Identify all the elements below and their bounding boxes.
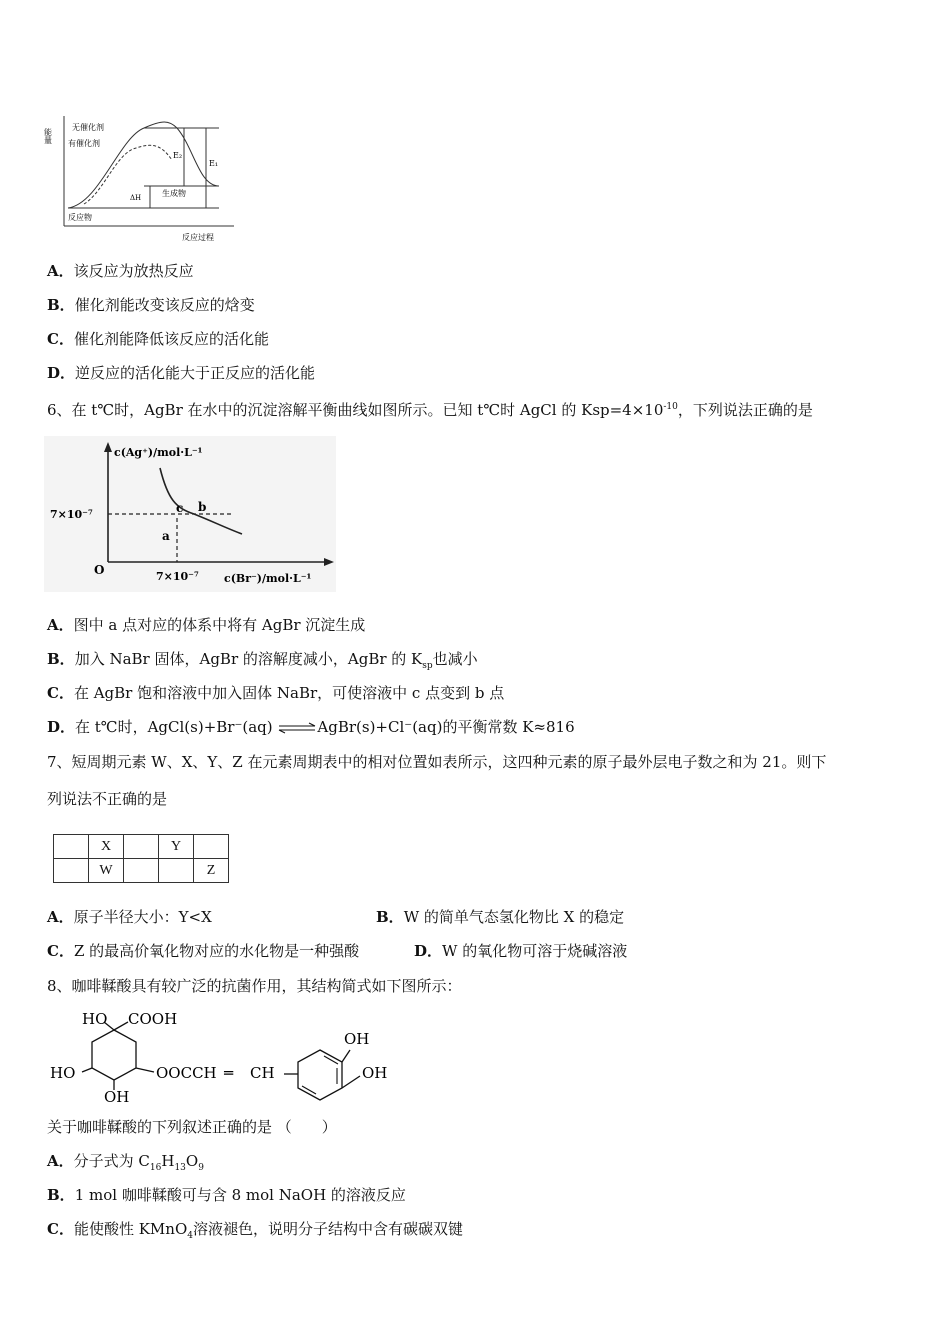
table-cell [124, 859, 159, 883]
q7-option-a: A．原子半径大小：Y<X [47, 908, 212, 926]
q8-option-b: B．1 mol 咖啡鞣酸可与含 8 mol NaOH 的溶液反应 [47, 1186, 406, 1204]
e1-label: E₁ [209, 159, 219, 168]
struct-cooh: COOH [128, 1010, 178, 1028]
catalyzed-curve [84, 145, 172, 204]
table-cell [54, 859, 89, 883]
struct-oh-bottom: OH [104, 1088, 130, 1106]
equilibrium-arrow-icon [277, 722, 317, 734]
table-cell [124, 835, 159, 859]
chart-ylabel: c(Ag⁺)/mol·L⁻¹ [114, 446, 203, 459]
table-row [54, 859, 229, 883]
energy-ylabel: 能量 [44, 128, 53, 144]
q6-option-c: C．在 AgBr 饱和溶液中加入固体 NaBr，可使溶液中 c 点变到 b 点 [47, 684, 505, 702]
energy-xlabel: 反应过程 [182, 233, 214, 242]
struct-ho-top: HO [82, 1010, 108, 1028]
chart-origin: O [94, 563, 105, 577]
point-a-label: a [162, 529, 170, 543]
table-cell: Z [194, 859, 229, 883]
chart-xtick: 7×10⁻⁷ [156, 570, 199, 583]
struct-double-bond: ═ [224, 1064, 234, 1082]
caffeotannic-acid-structure [44, 1006, 404, 1106]
periodic-table-excerpt [53, 834, 229, 883]
point-c-label: c [176, 501, 184, 515]
q5-option-b: B．催化剂能改变该反应的焓变 [47, 296, 255, 314]
q7-stem-line1: 7、短周期元素 W、X、Y、Z 在元素周期表中的相对位置如表所示，这四种元素的原子最外层电子数之和为 21。则下 [47, 753, 827, 771]
q8-option-c: C．能使酸性 KMnO$_4$溶液褪色，说明分子结构中含有碳碳双键 [47, 1220, 463, 1241]
q6-stem: 6、在 t℃时，AgBr 在水中的沉淀溶解平衡曲线如图所示。已知 t℃时 AgCl 的 $Ksp=4\times 10^{-10}$，下列说法正确的是 [47, 401, 813, 419]
agbr-solubility-chart [44, 436, 336, 592]
struct-ch: CH [250, 1064, 275, 1082]
struct-ooc-chain: OOCCH [156, 1064, 217, 1082]
q5-option-d: D．逆反应的活化能大于正反应的活化能 [47, 364, 316, 382]
q7-stem-line2: 列说法不正确的是 [47, 790, 168, 808]
chart-ytick: 7×10⁻⁷ [50, 508, 93, 521]
table-cell: W [89, 859, 124, 883]
q8-option-a: A．分子式为 $C_{16}H_{13}O_9$ [47, 1152, 204, 1173]
table-cell: Y [159, 835, 194, 859]
with-catalyst-label: 有催化剂 [68, 139, 100, 148]
chart-xlabel: c(Br⁻)/mol·L⁻¹ [224, 572, 312, 585]
energy-diagram [44, 108, 240, 244]
uncatalyzed-curve [68, 122, 219, 208]
table-cell: X [89, 835, 124, 859]
struct-oh-top: OH [344, 1030, 370, 1048]
q7-option-b: B．W 的简单气态氢化物比 X 的稳定 [376, 908, 625, 926]
q5-option-c: C．催化剂能降低该反应的活化能 [47, 330, 269, 348]
q5-option-a: A．该反应为放热反应 [47, 262, 194, 280]
e2-label: E₂ [173, 151, 183, 160]
struct-oh-right: OH [362, 1064, 388, 1082]
table-cell [159, 859, 194, 883]
q7-option-d: D．W 的氧化物可溶于烧碱溶液 [414, 942, 628, 960]
product-label: 生成物 [162, 189, 186, 198]
q6-option-a: A．图中 a 点对应的体系中将有 AgBr 沉淀生成 [47, 616, 366, 634]
q6-option-b: B．加入 NaBr 固体，AgBr 的溶解度减小，AgBr 的 $K_{sp}$也减小 [47, 650, 478, 671]
dh-label: ΔH [130, 194, 142, 202]
table-row [54, 835, 229, 859]
struct-ho-left: HO [50, 1064, 76, 1082]
point-b-label: b [198, 500, 207, 514]
q6-option-d: D．在 t℃时，AgCl(s)+Br⁻(aq) AgBr(s)+Cl⁻(aq)的平衡常数 K≈816 [47, 718, 575, 736]
table-cell [194, 835, 229, 859]
table-cell [54, 835, 89, 859]
reactant-label: 反应物 [68, 213, 92, 222]
q7-option-c: C．Z 的最高价氧化物对应的水化物是一种强酸 [47, 942, 360, 960]
q8-question: 关于咖啡鞣酸的下列叙述正确的是 （ ） [47, 1118, 337, 1136]
no-catalyst-label: 无催化剂 [72, 123, 104, 132]
q8-stem: 8、咖啡鞣酸具有较广泛的抗菌作用，其结构简式如下图所示： [47, 977, 462, 995]
